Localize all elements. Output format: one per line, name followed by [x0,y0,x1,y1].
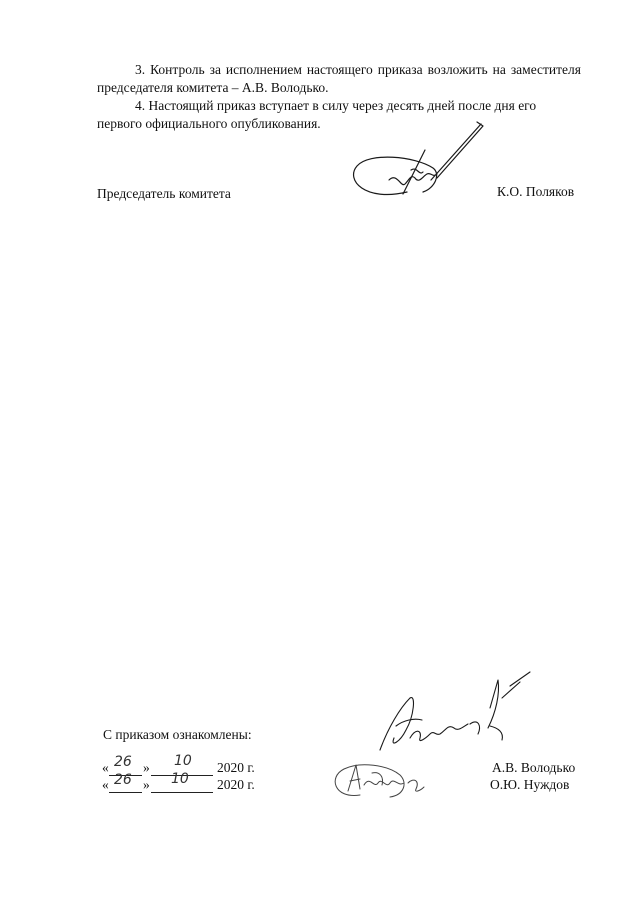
entry-2-year: 2020 г. [217,777,255,792]
entry-2-day-line [109,792,142,793]
entry-2-quote-open: « [102,777,109,792]
entry-1-month: 10 [174,753,192,769]
acquaintance-heading: С приказом ознакомлены: [103,727,252,742]
paragraph-3-text: 3. Контроль за исполнением настоящего приказа возложить на заместителя председателя комитета – А.В. Володько. [97,62,581,95]
entry-2-month: 10 [171,771,189,787]
entry-1-quote-open: « [102,760,109,775]
nuzhdov-signature [330,755,430,805]
paragraph-4 [97,97,581,133]
entry-2-month-line [151,792,213,793]
chairman-signature [345,118,495,218]
entry-1-name: А.В. Володько [492,760,576,775]
entry-1-day: 26 [114,754,132,770]
paragraph-4-text: 4. Настоящий приказ вступает в силу через десять дней после дня его первого официального опубликования. [97,98,537,131]
volodko-signature [370,668,535,763]
entry-2-quote-close: » [143,777,150,792]
paragraph-3 [97,61,581,97]
entry-1-quote-close: » [143,760,150,775]
signatory-name: К.О. Поляков [497,184,575,199]
entry-2-day: 26 [114,772,132,788]
entry-1-year: 2020 г. [217,760,255,775]
signatory-position: Председатель комитета [97,186,231,201]
entry-2-name: О.Ю. Нуждов [490,777,570,792]
